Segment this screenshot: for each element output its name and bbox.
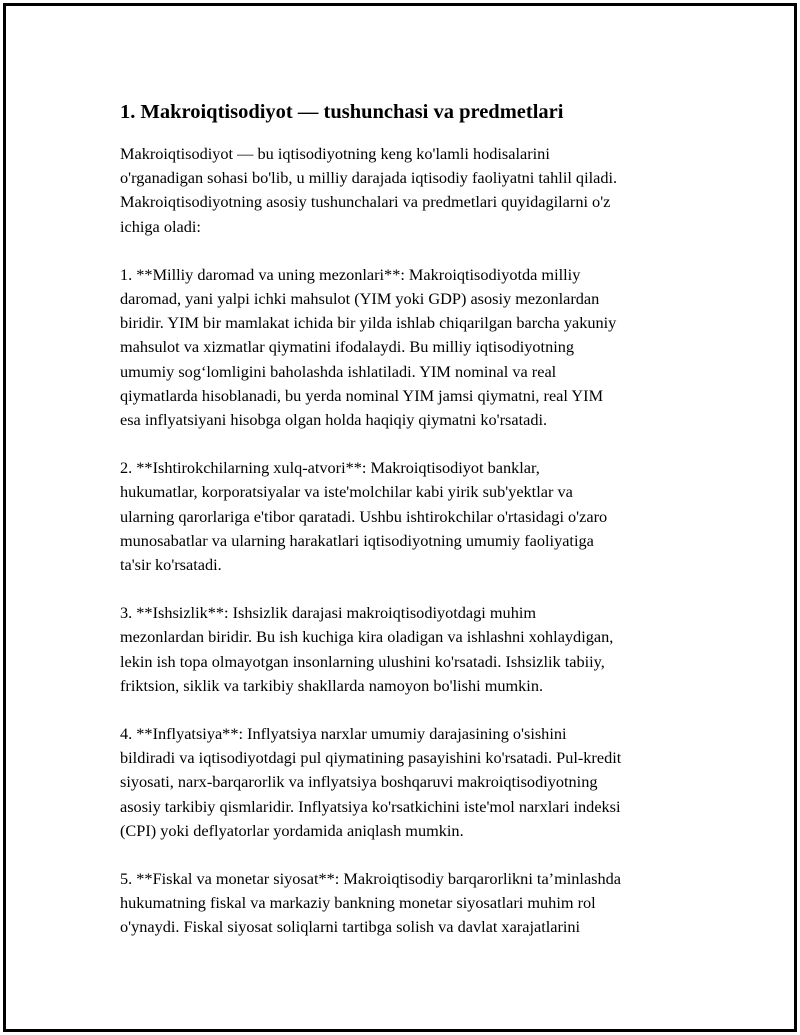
text-line: Makroiqtisodiyotning asosiy tushunchalari va predmetlari quyidagilarni o'z (120, 192, 611, 212)
text-line: hukumatlar, korporatsiyalar va iste'molchilar kabi yirik sub'yektlar va (120, 482, 573, 502)
text-line: munosabatlar va ularning harakatlari iqtisodiyotning umumiy faoliyatiga (120, 530, 594, 550)
section-fiskal-monetar (120, 867, 700, 940)
text-line: 5. **Fiskal va monetar siyosat**: Makroiqtisodiy barqarorlikni ta’minlashda (120, 869, 622, 889)
text-line: ta'sir ko'rsatadi. (120, 555, 222, 575)
text-line: 4. **Inflyatsiya**: Inflyatsiya narxlar umumiy darajasining o'sishini (120, 724, 567, 744)
text-line: asosiy tarkibiy qismlaridir. Inflyatsiya ko'rsatkichini iste'mol narxlari indeksi (120, 796, 621, 816)
text-line: esa inflyatsiyani hisobga olgan holda haqiqiy qiymatni ko'rsatadi. (120, 410, 548, 430)
intro-paragraph (120, 142, 700, 239)
text-line: (CPI) yoki deflyatorlar yordamida aniqlash mumkin. (120, 820, 464, 840)
text-line: bildiradi va iqtisodiyotdagi pul qiymatining pasayishini ko'rsatadi. Pul-kredit (120, 748, 622, 768)
text-line: o'rganadigan sohasi bo'lib, u milliy darajada iqtisodiy faoliyatni tahlil qiladi. (120, 168, 618, 188)
text-line: siyosati, narx-barqarorlik va inflyatsiya boshqaruvi makroiqtisodiyotning (120, 772, 598, 792)
section-milliy-daromad (120, 263, 700, 432)
text-line: umumiy sog‘lomligini baholashda ishlatiladi. YIM nominal va real (120, 361, 557, 381)
section-ishsizlik (120, 601, 700, 698)
text-line: 3. **Ishsizlik**: Ishsizlik darajasi makroiqtisodiyotdagi muhim (120, 603, 537, 623)
section-inflyatsiya (120, 722, 700, 843)
text-line: 2. **Ishtirokchilarning xulq-atvori**: Makroiqtisodiyot banklar, (120, 458, 540, 478)
text-line: Makroiqtisodiyot — bu iqtisodiyotning keng ko'lamli hodisalarini (120, 144, 550, 163)
text-line: qiymatlarda hisoblanadi, bu yerda nominal YIM jamsi qiymatni, real YIM (120, 385, 604, 405)
text-line: mezonlardan biridir. Bu ish kuchiga kira oladigan va ishlashni xohlaydigan, (120, 627, 614, 647)
page-frame (3, 3, 797, 1032)
text-line: ichiga oladi: (120, 216, 201, 236)
text-line: biridir. YIM bir mamlakat ichida bir yilda ishlab chiqarilgan barcha yakuniy (120, 313, 617, 333)
text-line: mahsulot va xizmatlar qiymatini ifodalaydi. Bu milliy iqtisodiyotning (120, 337, 575, 357)
text-line: lekin ish topa olmayotgan insonlarning ulushini ko'rsatadi. Ishsizlik tabiiy, (120, 651, 605, 671)
text-line: hukumatning fiskal va markaziy bankning monetar siyosatlari muhim rol (120, 893, 596, 913)
text-line: 1. **Milliy daromad va uning mezonlari**: Makroiqtisodiyotda milliy (120, 264, 581, 284)
text-line: daromad, yani yalpi ichki mahsulot (YIM yoki GDP) asosiy mezonlardan (120, 289, 600, 309)
text-line: ularning qarorlariga e'tibor qaratadi. Ushbu ishtirokchilar o'rtasidagi o'zaro (120, 506, 608, 526)
document-title: 1. Makroiqtisodiyot — tushunchasi va predmetlari (120, 101, 564, 123)
text-line: o'ynaydi. Fiskal siyosat soliqlarni tartibga solish va davlat xarajatlarini (120, 917, 581, 937)
section-ishtirokchilar (120, 456, 700, 577)
text-line: friktsion, siklik va tarkibiy shakllarda namoyon bo'lishi mumkin. (120, 675, 544, 695)
document-body (120, 98, 700, 964)
